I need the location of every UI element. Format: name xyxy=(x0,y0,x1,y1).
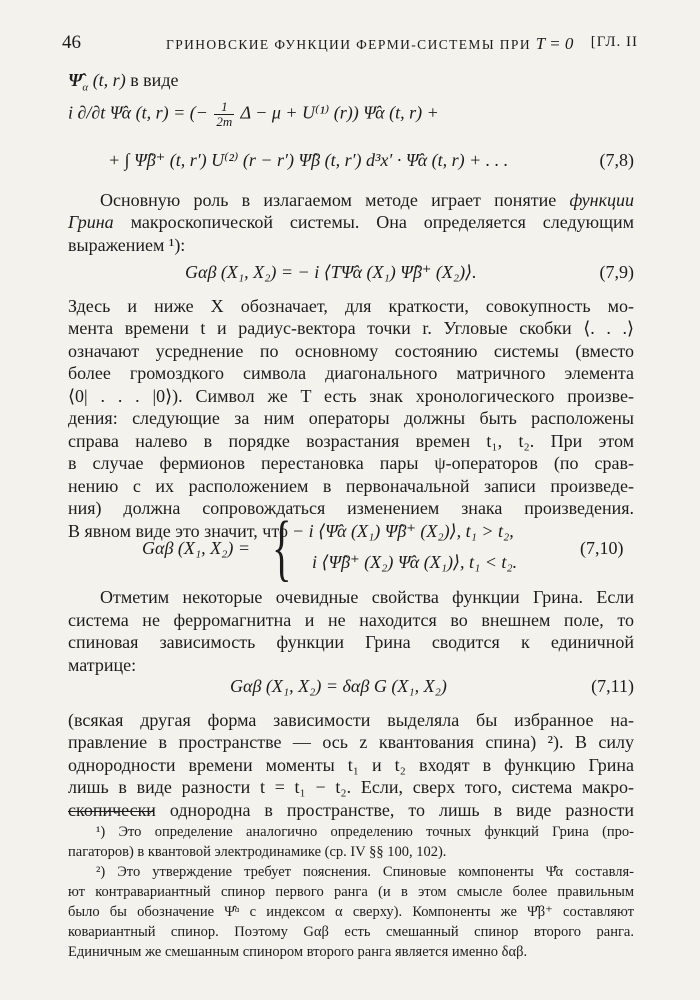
intro-line xyxy=(68,70,634,94)
intro-psi-sub: α xyxy=(82,81,89,94)
para3-line: Отметим некоторые очевидные свойства функции Грина. Если xyxy=(100,587,634,607)
eq78-line2: + ∫ Ψ̂β⁺ (t, r′) U⁽²⁾ (r − r′) Ψ̂β (t, r′) d³x′ · Ψ̂α (t, r) + . . . xyxy=(108,150,509,170)
eq79-number: (7,9) xyxy=(599,262,634,282)
page-number: 46 xyxy=(62,32,81,53)
eq710-case2: i ⟨Ψ̂β⁺ (X₂) Ψ̂α (X₁)⟩, t₁ < t₂. xyxy=(312,552,518,572)
footnote-2-line: Единичным же смешанным спинором второго ранга является именно δαβ. xyxy=(68,944,528,960)
para3-line: матрице: xyxy=(68,655,137,675)
para4-line: скопически однородна в пространстве, то лишь в виде разности xyxy=(68,800,634,820)
eq78-fraction xyxy=(214,100,234,129)
para3-line: система не ферромагнитна и не находится во внешнем поле, то xyxy=(68,610,634,630)
eq710-left: Gαβ (X₁, X₂) = xyxy=(142,538,251,558)
para1-text: Основную роль в излагаемом методе играет понятие xyxy=(100,190,557,210)
para2-line: справа налево в порядке возрастания времен t₁, t₂. При этом xyxy=(68,431,634,451)
eq710-brace: { xyxy=(272,507,292,589)
running-title-text: ГРИНОВСКИЕ ФУНКЦИИ ФЕРМИ-СИСТЕМЫ ПРИ xyxy=(166,37,531,52)
running-title-math: T = 0 xyxy=(535,34,574,53)
eq78-frac-num: 1 xyxy=(214,100,234,115)
footnote-1-line: ¹) Это определение аналогично определению точных функций Грина (про- xyxy=(96,824,634,840)
para2-line: нению с их расположением в первоначальной записи произведе- xyxy=(68,476,634,496)
eq78-frac-den: 2m xyxy=(216,114,233,129)
footnote-2-line: ковариантный спинор. Поэтому Gαβ есть смешанный спинор второго ранга. xyxy=(68,924,634,940)
para2-line: более громоздкого символа диагонального матричного элемента xyxy=(68,363,634,383)
eq710-case1: − i ⟨Ψ̂α (X₁) Ψ̂β⁺ (X₂)⟩, t₁ > t₂, xyxy=(292,521,514,541)
para4-line: однородности времени моменты t₁ и t₂ входят в функцию Грина xyxy=(68,755,634,775)
eq79-formula: Gαβ (X₁, X₂) = − i ⟨TΨ̂α (X₁) Ψ̂β⁺ (X₂)⟩. xyxy=(185,262,477,282)
eq78-left: i ∂/∂t Ψ̂α (t, r) = (− xyxy=(68,102,208,123)
equation-7-8-line2 xyxy=(108,150,634,171)
para1-text-2: макроскопической системы. Она определяется следующим xyxy=(130,212,635,232)
para2-line: мента времени t и радиус-вектора точки r. Угловые скобки ⟨. . .⟩ xyxy=(68,318,634,338)
chapter-label: [ГЛ. II xyxy=(590,34,638,50)
footnote-2-line: ²) Это утверждение требует пояснения. Спиновые компоненты Ψ̂α составля- xyxy=(96,864,634,880)
para3-line: спиновая зависимость функции Грина сводится к единичной xyxy=(68,632,634,652)
para2-line: В явном виде это значит, что xyxy=(68,521,288,541)
para4-line: правление в пространстве — ось z квантования спина) ²). В силу xyxy=(68,732,634,752)
eq710-number: (7,10) xyxy=(580,538,624,558)
para2-line: дения: следующие за ним операторы должны быть расположены xyxy=(68,408,634,428)
para1-line3: выражением ¹): xyxy=(68,235,186,255)
para2-line: Здесь и ниже X обозначает, для краткости, совокупность мо- xyxy=(68,296,634,316)
footnote-1-line: пагаторов) в квантовой электродинамике (ср. IV §§ 100, 102). xyxy=(68,844,447,860)
eq78-right: Δ − μ + U⁽¹⁾ (r)) Ψ̂α (t, r) + xyxy=(240,102,439,123)
para1-line2 xyxy=(68,212,634,233)
intro-psi: Ψ̂ xyxy=(68,70,83,90)
para2-line: ния) должна сопровождаться изменением знака произведения. xyxy=(68,498,634,518)
equation-7-8-line1 xyxy=(68,100,439,129)
para2-line: в случае фермионов перестановка пары ψ-операторов (по срав- xyxy=(68,453,634,473)
eq711-formula: Gαβ (X₁, X₂) = δαβ G (X₁, X₂) xyxy=(230,676,447,696)
footnote-rule xyxy=(68,811,154,812)
para1-line1 xyxy=(100,190,634,211)
para1-emphasis: функции xyxy=(569,190,635,210)
para4-line: (всякая другая форма зависимости выделяла бы избранное на- xyxy=(68,710,634,730)
para1-emphasis-2: Грина xyxy=(68,212,114,232)
footnote-2-line: ют контравариантный спинор первого ранга (и в этом смысле более правильным xyxy=(68,884,634,900)
running-title xyxy=(166,34,573,54)
eq78-number: (7,8) xyxy=(599,150,634,170)
intro-args: (t, r) xyxy=(92,70,126,90)
para2-line: означают усреднение по основному состоянию системы (вместо xyxy=(68,341,634,361)
eq711-number: (7,11) xyxy=(591,676,634,696)
running-header xyxy=(62,32,638,58)
intro-text: в виде xyxy=(130,70,179,90)
para2-line: ⟨0| . . . |0⟩). Символ же T есть знак хронологического произве- xyxy=(68,386,634,406)
footnote-2-line: было бы обозначение Ψ̂ᵅ с индексом α сверху). Компоненты же Ψ̂β⁺ составляют xyxy=(68,904,634,920)
para4-line: лишь в виде разности t = t₁ − t₂. Если, сверх того, система макро- xyxy=(68,777,634,797)
